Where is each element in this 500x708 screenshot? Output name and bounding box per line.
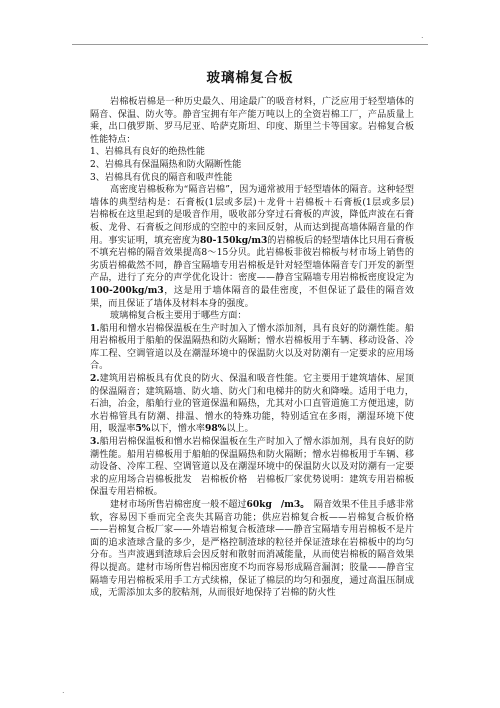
use-item-1 (90, 323, 414, 373)
feature-item: 1、岩棉具有良好的绝热性能 (90, 147, 205, 158)
corner-mark: . (421, 31, 424, 40)
text-run: 建筑用岩棉板具有优良的防火、保温和吸音性能。它主要用于建筑墙体、屋顶的保温隔音；建筑隔墙、防火墙、防火门和电梯井的防火和降噪。适用于电力，石油，冶金，船舶行业的管道保温和隔热，尤其对小口直管道施工方便迅速，防水岩棉管具有防潮、排温、憎水的特殊功能，特别适宜在多雨，潮湿环境下使用，吸湿率 (90, 374, 414, 435)
text-run: 以上。 (226, 424, 254, 435)
footer-mark: . (62, 686, 65, 695)
feature-item: 3、岩棉具有优良的隔音和吸声性能 (90, 172, 233, 183)
text-run: ，这是用于墙体隔音的最佳密度，不但保证了最佳的隔音效果，而且保证了墙体及材料本身的强度。 (90, 285, 414, 309)
header-rule (72, 44, 428, 45)
bold-run: 5% (135, 423, 151, 435)
text-run: 隔音效果不佳且手感非常软，容易因下垂而完全丧失其隔音功能；供应岩棉复合板——岩棉复合板价格——岩棉复合板厂家——外墙岩棉复合板渣球——静音宝隔墙专用岩棉板不是片面的追求渣球含量的多少，是严格控制渣球的粒径并保证渣球在岩棉板中的均匀分布。当声波遇到渣球后会因反射和散射而消减能量，从而使岩棉板的隔音效果得以提高。建材市场所售岩棉因密度不均而容易形成隔音漏洞；胶量——静音宝隔墙专用岩棉板采用手工方式续棉，保证了棉层的均匀和强度，通过高温压制成成，无需添加太多的胶粘剂，从而很好地保持了岩棉的防火性 (90, 500, 414, 599)
text-run: 建材市场所售岩棉密度一般不超过 (110, 500, 247, 510)
intro-paragraph: 岩棉板岩棉是一种历史最久、用途最广的吸音材料，广泛应用于轻型墙体的隔音、保温、防火等。静音宝拥有年产能万吨以上的全资岩棉工厂，产品质量上乘，出口俄罗斯、罗马尼亚、哈萨克斯坦、印度、斯里兰卡等国家。岩棉复合板性能特点： (90, 97, 414, 145)
text-run: 高密度岩棉板称为“隔音岩棉”，因为通常被用于轻型墙体的隔音。这种轻型墙体的典型结构是：石膏板(1层或多层)＋龙骨＋岩棉板＋石膏板(1层或多层) 岩棉板在这里起到的是吸音作用，吸收部分穿过石膏板的声波，降低声波在石膏板、龙骨、石膏板之间形成的空腔中的来回反射，从而达到提高墙体隔音量的作用。事实证明，填充密度为 (90, 185, 424, 246)
text-run: 的岩棉板后的轻型墙体比只用石膏板不填充岩棉的隔音效果提高8～15分贝。此岩棉板非彼岩棉板与材市场上销售的劣质岩棉截然不同，静音宝隔墙专用岩棉板是针对轻型墙体隔音专门开发的新型产品，进行了充分的声学优化设计：密度——静音宝隔墙专用岩棉板密度设定为 (90, 235, 414, 284)
document-body (90, 96, 424, 600)
item-number: 3. (90, 436, 100, 448)
bold-run: 100-200kg/m3 (90, 284, 164, 296)
page-title: 玻璃棉复合板 (206, 70, 294, 86)
density-paragraph (90, 184, 424, 310)
text-run: 以下，憎水率 (150, 424, 206, 435)
market-paragraph (90, 499, 414, 600)
use-item-2 (90, 373, 414, 436)
bold-run: 60kg /m3。 (246, 499, 305, 510)
item-number: 2. (90, 373, 100, 385)
bold-run: 80-150kg/m3 (199, 234, 268, 246)
feature-item: 2、岩棉具有保温隔热和防火隔断性能 (90, 159, 242, 170)
uses-heading: 玻璃棉复合板主要用于哪些方面： (110, 311, 247, 322)
item-number: 1. (90, 322, 100, 334)
bold-run: 98% (205, 423, 227, 435)
use-item-3 (90, 436, 424, 499)
text-run: 船用和憎水岩棉保温板在生产时加入了憎水添加剂，具有良好的防潮性能。船用岩棉板用于船舶的保温隔热和防火隔断；憎水岩棉板用于车辆、移动设备、冷库工程、空调管道以及在潮湿环境中的保温防火以及对防潮有一定要求的应用场合。 (90, 323, 414, 372)
text-run: 船用岩棉保温板和憎水岩棉保温板在生产时加入了憎水添加剂，具有良好的防潮性能。船用岩棉板用于船舶的保温隔热和防火隔断；憎水岩棉板用于车辆、移动设备、冷库工程、空调管道以及在潮湿环境中的保温防火以及对防潮有一定要求的应用场合岩棉板批发 岩棉板价格 岩棉板厂家优势说明：建筑专用岩棉板 保温专用岩棉板。 (90, 437, 424, 498)
